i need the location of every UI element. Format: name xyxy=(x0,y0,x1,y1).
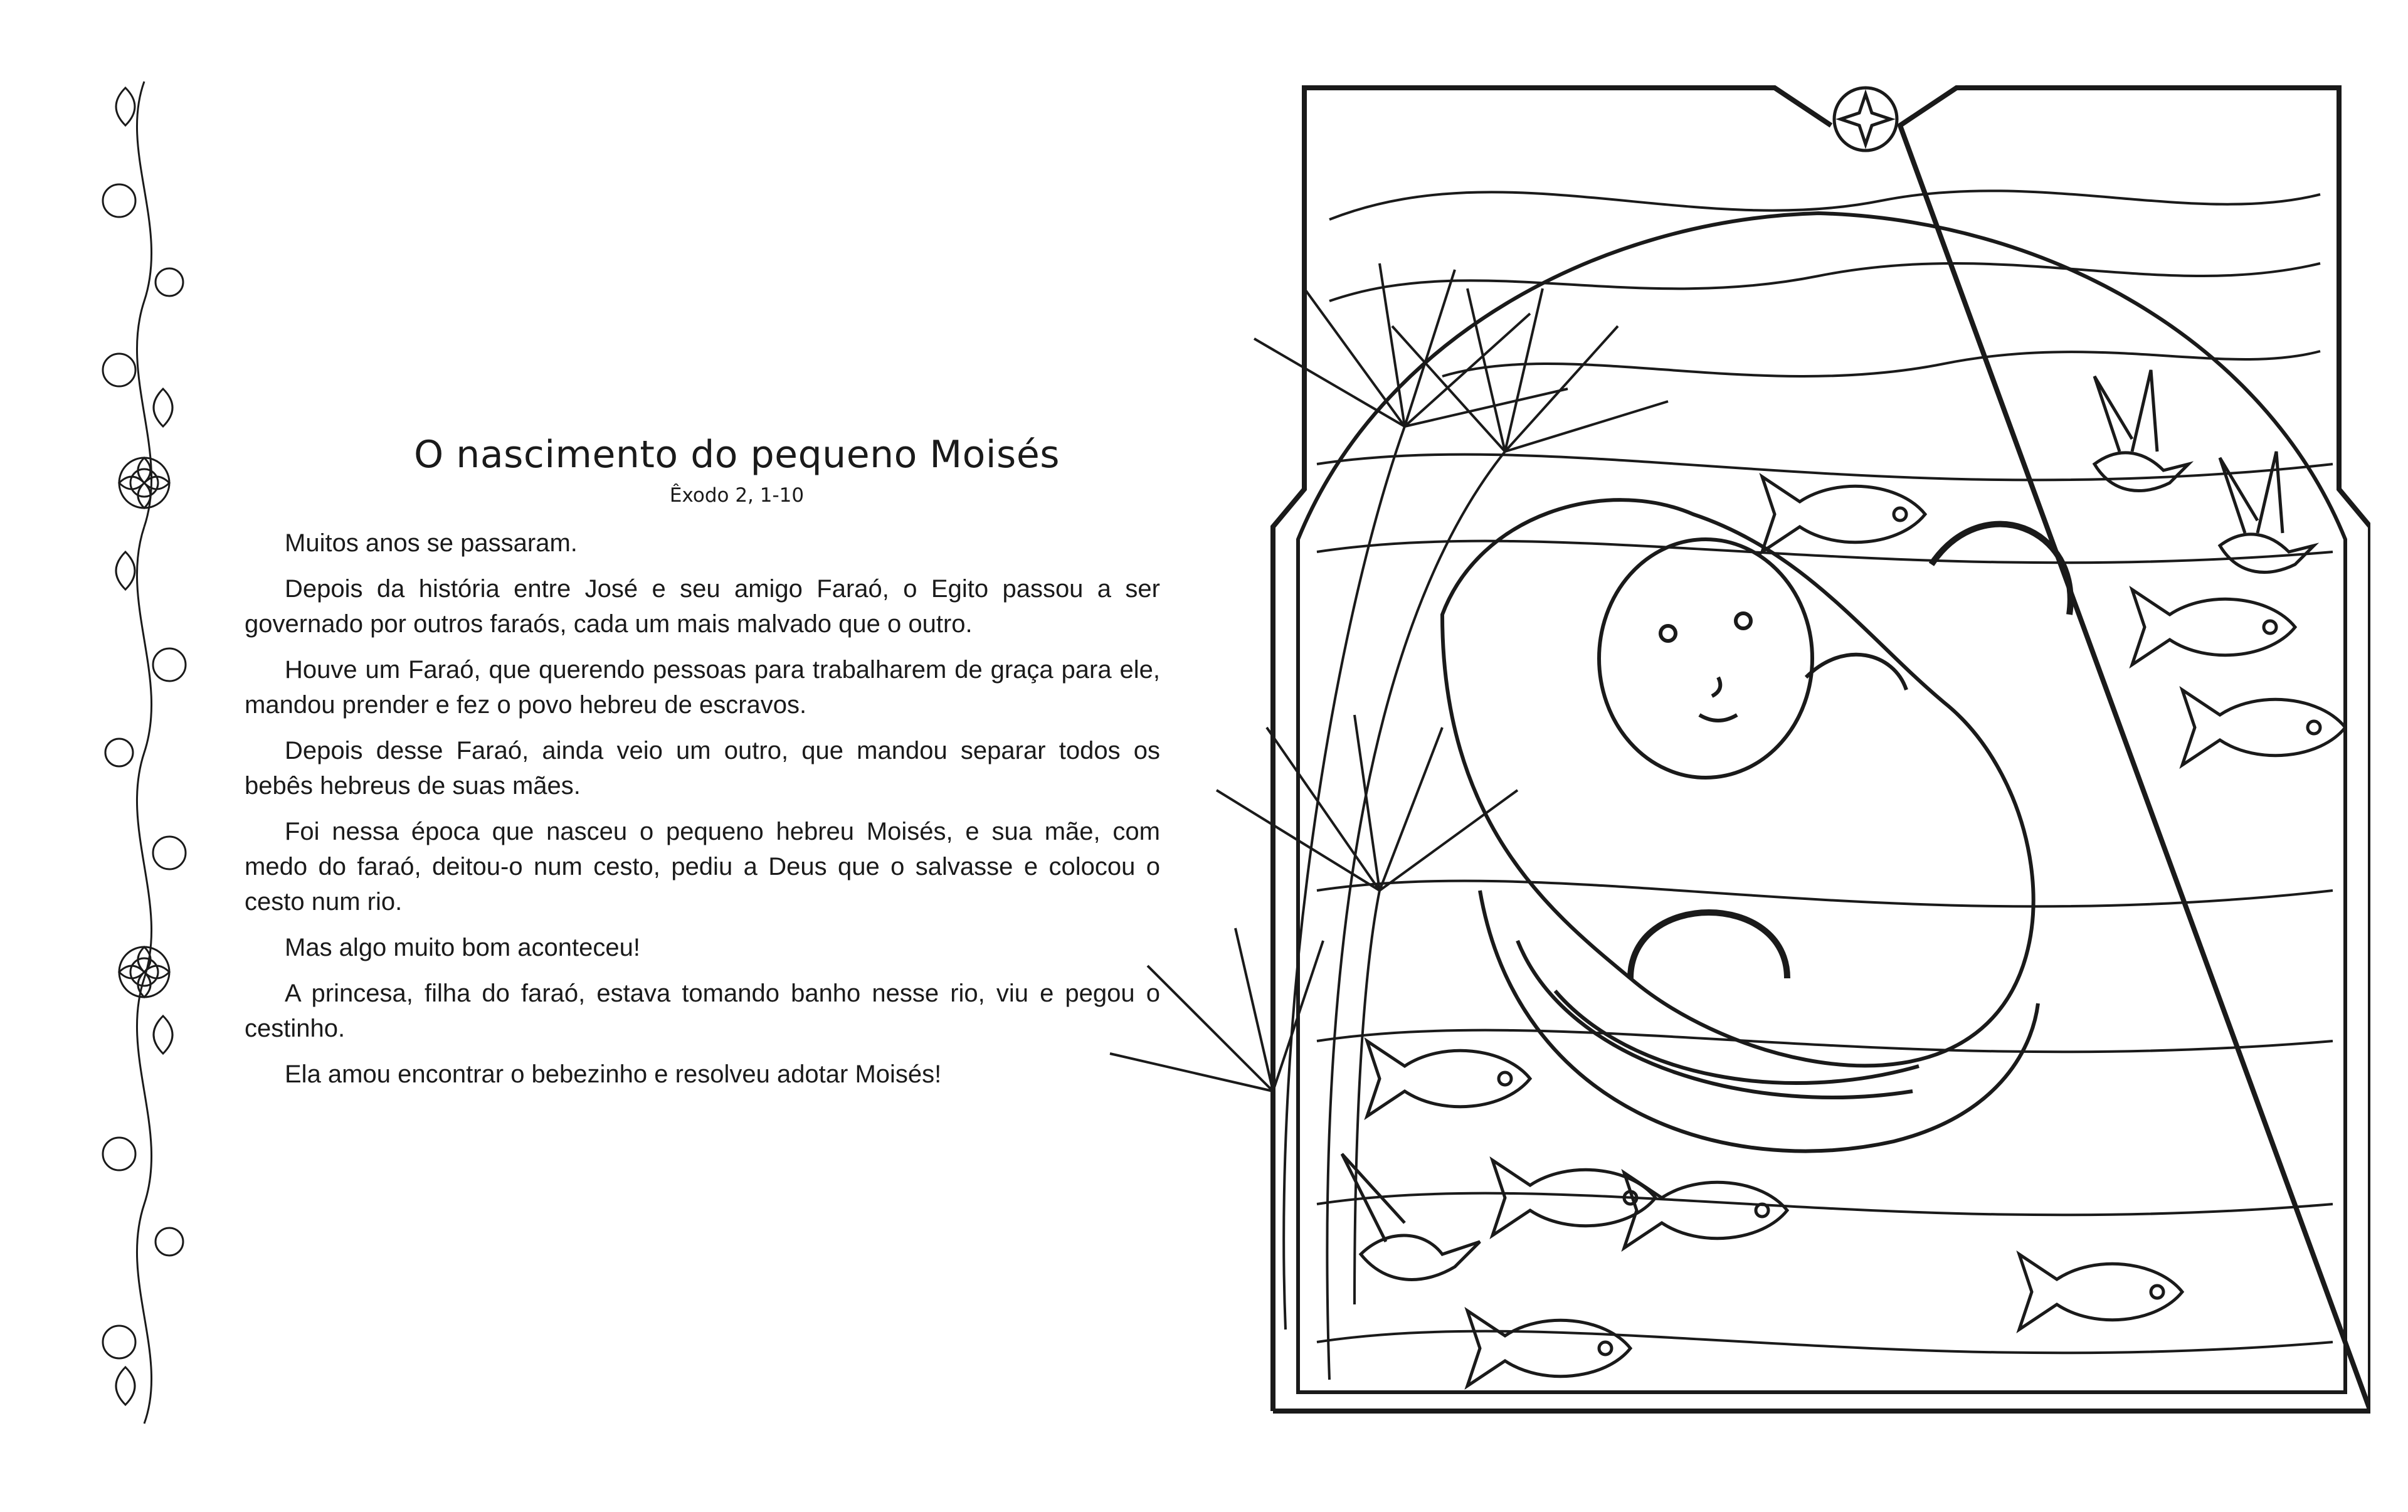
flower-icon xyxy=(119,947,169,997)
river-waves xyxy=(1317,455,2333,1353)
papyrus-plants xyxy=(1110,263,1668,1380)
paragraph: Houve um Faraó, que querendo pessoas para trabalharem de graça para ele, mandou prender e fez o povo hebreu de escravos. xyxy=(245,656,1160,719)
paragraph: Ela amou encontrar o bebezinho e resolveu adotar Moisés! xyxy=(285,1060,942,1088)
paragraph: Depois da história entre José e seu amigo Faraó, o Egito passou a ser governado por outros faraós, cada um mais malvado que o outro. xyxy=(245,575,1160,638)
desert-dunes xyxy=(1329,191,2320,376)
paragraph: Depois desse Faraó, ainda veio um outro, que mandou separar todos os bebês hebreus de suas mães. xyxy=(245,737,1160,800)
bird-icon xyxy=(1342,1154,1480,1279)
bible-reference: Êxodo 2, 1-10 xyxy=(669,484,805,507)
paragraph: Foi nessa época que nasceu o pequeno hebreu Moisés, e sua mãe, com medo do faraó, deitou-o num cesto, pediu a Deus que o salvasse e colocou o cesto num rio. xyxy=(245,818,1160,916)
fish-icon xyxy=(1762,477,1925,552)
eye-icon xyxy=(1661,626,1676,641)
paragraph: A princesa, filha do faraó, estava tomando banho nesse rio, viu e pegou o cestinho. xyxy=(245,980,1160,1042)
fish-icon xyxy=(1467,1311,1630,1386)
basket xyxy=(1480,524,2071,1151)
flower-icon xyxy=(119,458,169,508)
baby-moses xyxy=(1442,500,2034,1065)
eye-icon xyxy=(1736,613,1751,628)
story-title: O nascimento do pequeno Moisés xyxy=(414,433,1060,477)
fish-icon xyxy=(2019,1254,2182,1330)
paragraph: Mas algo muito bom aconteceu! xyxy=(285,934,640,961)
fish-icon xyxy=(2182,690,2345,765)
fish-icon xyxy=(2132,589,2295,665)
paragraph: Muitos anos se passaram. xyxy=(285,529,578,557)
floral-border xyxy=(82,75,207,1430)
moses-basket-illustration xyxy=(1003,75,2370,1430)
fish-icon xyxy=(1367,1041,1530,1116)
bird-icon xyxy=(2094,370,2189,490)
fish-icon xyxy=(1624,1173,1787,1248)
